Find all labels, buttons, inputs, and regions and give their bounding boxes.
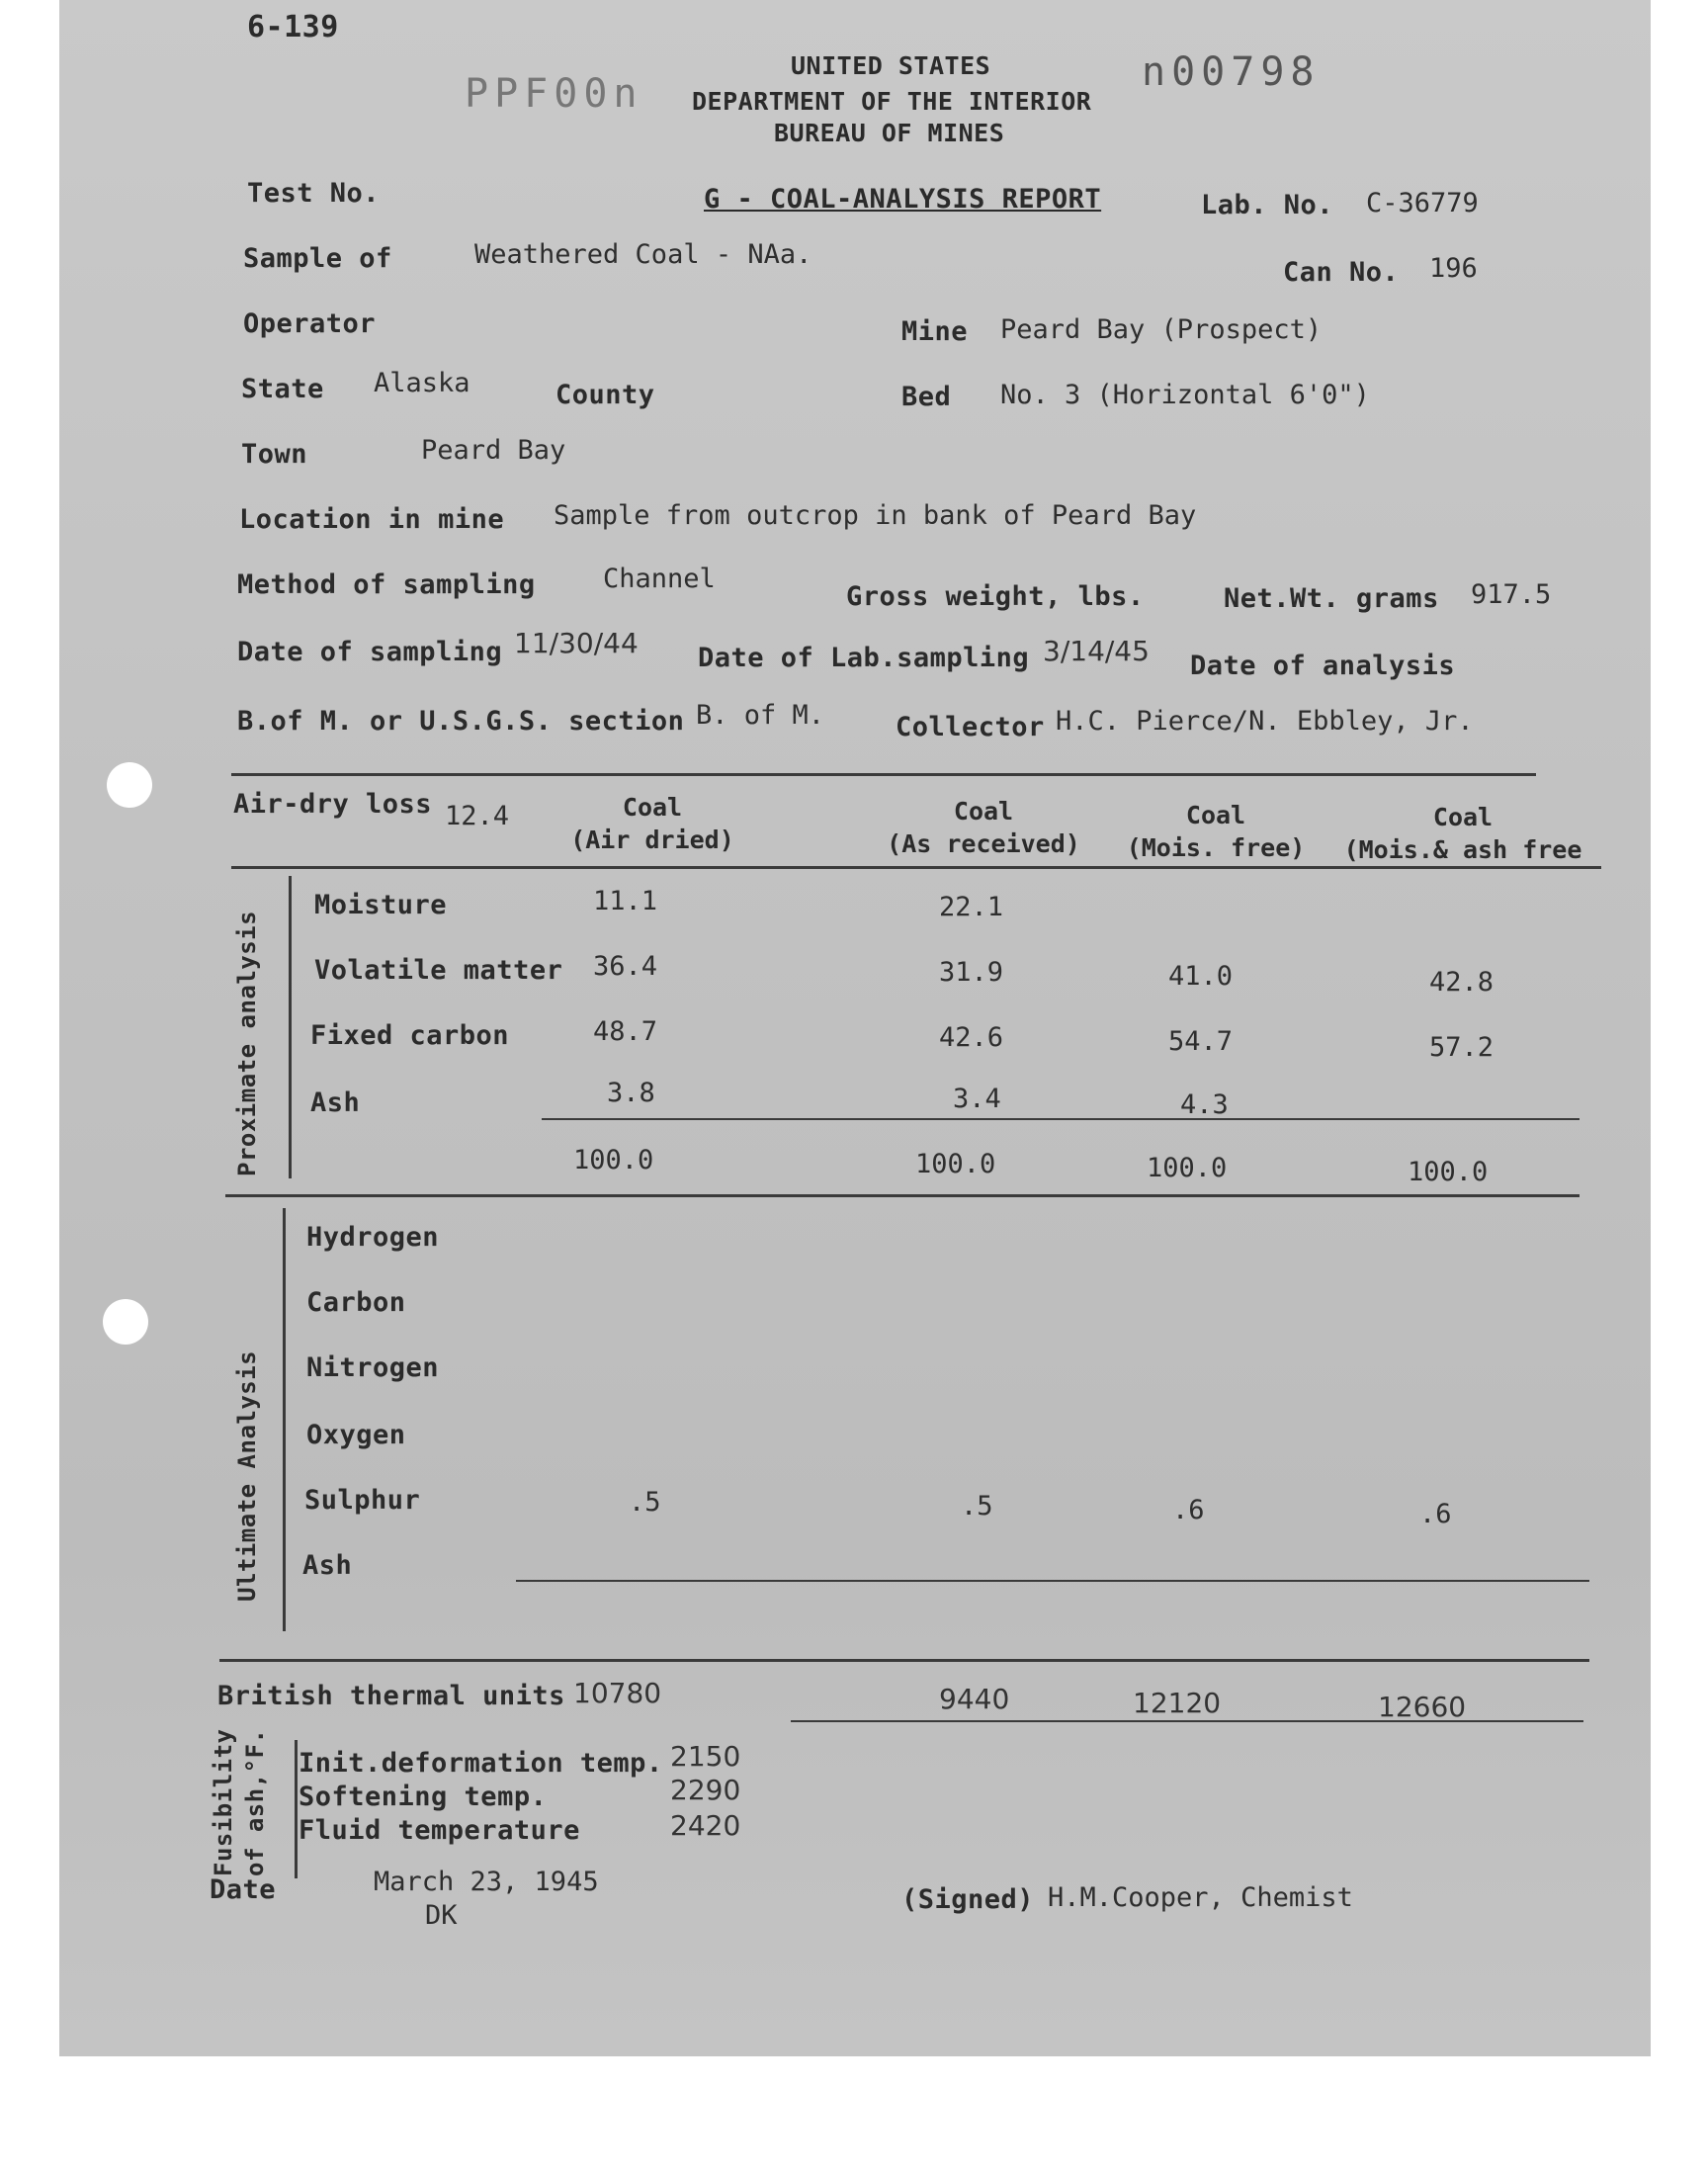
row-fixed-carbon-mois-free: 54.7 <box>1168 1026 1234 1057</box>
row-ash-label: Ash <box>310 1088 361 1118</box>
report-title: G - COAL-ANALYSIS REPORT <box>704 184 1102 215</box>
ultimate-analysis-label: Ultimate Analysis <box>233 1349 261 1602</box>
btu-mois-free: 12120 <box>1133 1687 1222 1719</box>
col-header-as-received-l1: Coal <box>953 797 1014 826</box>
date-lab-label: Date of Lab.sampling <box>698 643 1030 673</box>
row-ash-as-received: 3.4 <box>953 1084 1001 1114</box>
softening-temp-value: 2290 <box>670 1774 741 1806</box>
town-value: Peard Bay <box>421 435 566 466</box>
row-volatile-mois-ash-free: 42.8 <box>1429 967 1494 998</box>
lab-no-value: C-36779 <box>1366 188 1479 218</box>
row-nitrogen-label: Nitrogen <box>306 1352 440 1383</box>
sample-label: Sample of <box>243 243 392 274</box>
rule-header-bottom <box>231 866 1601 869</box>
row-ultimate-ash-label: Ash <box>302 1550 353 1581</box>
bed-value: No. 3 (Horizontal 6'0") <box>1000 380 1370 410</box>
row-volatile-label: Volatile matter <box>314 955 563 986</box>
row-sulphur-air-dried: .5 <box>629 1487 661 1518</box>
btu-as-received: 9440 <box>939 1683 1010 1715</box>
net-weight-value: 917.5 <box>1471 579 1552 610</box>
total-mois-ash-free: 100.0 <box>1408 1157 1489 1187</box>
operator-label: Operator <box>243 308 377 339</box>
btu-air-dried: 10780 <box>573 1677 662 1709</box>
col-header-mois-ash-free-l2: (Mois.& ash free <box>1343 835 1582 864</box>
initials: DK <box>425 1900 458 1931</box>
date-sampling-label: Date of sampling <box>237 637 503 667</box>
row-volatile-mois-free: 41.0 <box>1168 961 1234 992</box>
row-sulphur-mois-free: .6 <box>1172 1495 1205 1525</box>
date-sampling-value: 11/30/44 <box>514 627 639 659</box>
init-deformation-label: Init.deformation temp. <box>299 1748 663 1779</box>
air-dry-loss-value: 12.4 <box>445 801 510 831</box>
col-header-mois-free-l1: Coal <box>1185 801 1246 829</box>
col-header-mois-ash-free-l1: Coal <box>1432 803 1494 831</box>
location-value: Sample from outcrop in bank of Peard Bay <box>554 500 1197 531</box>
state-value: Alaska <box>374 368 470 398</box>
test-no-label: Test No. <box>247 178 381 209</box>
rule-fusibility-left <box>295 1740 298 1878</box>
bed-label: Bed <box>901 382 952 412</box>
rule-proximate-bottom <box>225 1194 1580 1197</box>
row-volatile-as-received: 31.9 <box>939 957 1004 988</box>
rule-ultimate-ash <box>516 1580 1589 1582</box>
row-hydrogen-label: Hydrogen <box>306 1222 440 1253</box>
date-analysis-label: Date of analysis <box>1190 651 1456 681</box>
row-oxygen-label: Oxygen <box>306 1420 406 1450</box>
row-fixed-carbon-air-dried: 48.7 <box>593 1016 658 1047</box>
init-deformation-value: 2150 <box>670 1740 741 1773</box>
stamp-right: n00798 <box>1142 49 1321 95</box>
lab-no-label: Lab. No. <box>1201 190 1334 220</box>
rule-ultimate-left <box>283 1208 286 1631</box>
rule-total-line <box>542 1118 1580 1120</box>
total-air-dried: 100.0 <box>573 1145 654 1175</box>
row-sulphur-mois-ash-free: .6 <box>1419 1499 1452 1529</box>
agency-line2: DEPARTMENT OF THE INTERIOR <box>692 87 1092 116</box>
stamp-left: PPF00n <box>465 71 643 117</box>
fusibility-label-line2: of ash,°F. <box>241 1728 269 1876</box>
row-sulphur-as-received: .5 <box>961 1491 993 1522</box>
fusibility-label-line1: Fusibility <box>210 1728 237 1876</box>
col-header-mois-ash-free <box>1329 801 1596 866</box>
town-label: Town <box>241 439 308 470</box>
row-ash-air-dried: 3.8 <box>607 1078 655 1108</box>
col-header-mois-free <box>1117 799 1315 864</box>
method-value: Channel <box>603 564 716 594</box>
collector-label: Collector <box>896 712 1045 742</box>
location-label: Location in mine <box>239 504 505 535</box>
method-label: Method of sampling <box>237 569 536 600</box>
state-label: State <box>241 374 324 404</box>
row-carbon-label: Carbon <box>306 1287 406 1318</box>
col-header-as-received <box>870 795 1097 860</box>
col-header-air-dried-l2: (Air dried) <box>570 826 734 854</box>
net-weight-label: Net.Wt. grams <box>1224 583 1439 614</box>
row-fixed-carbon-as-received: 42.6 <box>939 1022 1004 1053</box>
signed-label: (Signed) <box>901 1884 1035 1915</box>
fluid-temp-value: 2420 <box>670 1809 741 1842</box>
row-volatile-air-dried: 36.4 <box>593 951 658 982</box>
fluid-temp-label: Fluid temperature <box>299 1815 580 1846</box>
row-sulphur-label: Sulphur <box>304 1485 421 1516</box>
date-lab-value: 3/14/45 <box>1043 635 1150 667</box>
gross-weight-label: Gross weight, lbs. <box>846 581 1145 612</box>
binder-hole-bottom <box>103 1299 148 1345</box>
signed-name: H.M.Cooper, Chemist <box>1048 1882 1353 1913</box>
col-header-air-dried <box>554 791 751 856</box>
section-label: B.of M. or U.S.G.S. section <box>237 706 685 737</box>
can-no-value: 196 <box>1429 253 1478 284</box>
row-moisture-air-dried: 11.1 <box>593 886 658 916</box>
total-mois-free: 100.0 <box>1147 1153 1228 1183</box>
rule-ultimate-bottom <box>219 1659 1589 1662</box>
sample-value: Weathered Coal - NAa. <box>474 239 812 270</box>
softening-temp-label: Softening temp. <box>299 1782 548 1812</box>
page-number: 6-139 <box>247 10 339 44</box>
agency-line1: UNITED STATES <box>791 51 991 80</box>
col-header-air-dried-l1: Coal <box>622 793 683 822</box>
col-header-mois-free-l2: (Mois. free) <box>1126 833 1306 862</box>
btu-label: British thermal units <box>217 1681 565 1711</box>
report-date: March 23, 1945 <box>374 1867 599 1897</box>
county-label: County <box>555 380 655 410</box>
mine-label: Mine <box>901 316 969 347</box>
row-moisture-as-received: 22.1 <box>939 892 1004 922</box>
row-ash-mois-free: 4.3 <box>1180 1089 1229 1120</box>
agency-line3: BUREAU OF MINES <box>774 119 1005 147</box>
can-no-label: Can No. <box>1283 257 1400 288</box>
row-fixed-carbon-label: Fixed carbon <box>310 1020 510 1051</box>
mine-value: Peard Bay (Prospect) <box>1000 314 1323 345</box>
air-dry-loss-label: Air-dry loss <box>233 789 433 820</box>
rule-proximate-left <box>289 876 292 1178</box>
btu-mois-ash-free: 12660 <box>1378 1691 1467 1723</box>
row-moisture-label: Moisture <box>314 890 448 920</box>
proximate-analysis-label: Proximate analysis <box>233 910 261 1176</box>
collector-value: H.C. Pierce/N. Ebbley, Jr. <box>1056 706 1474 737</box>
row-fixed-carbon-mois-ash-free: 57.2 <box>1429 1032 1494 1063</box>
rule-table-top <box>231 773 1536 776</box>
binder-hole-top <box>107 762 152 808</box>
section-value: B. of M. <box>696 700 825 731</box>
total-as-received: 100.0 <box>915 1149 996 1179</box>
date-label: Date <box>210 1874 277 1905</box>
col-header-as-received-l2: (As received) <box>887 829 1080 858</box>
